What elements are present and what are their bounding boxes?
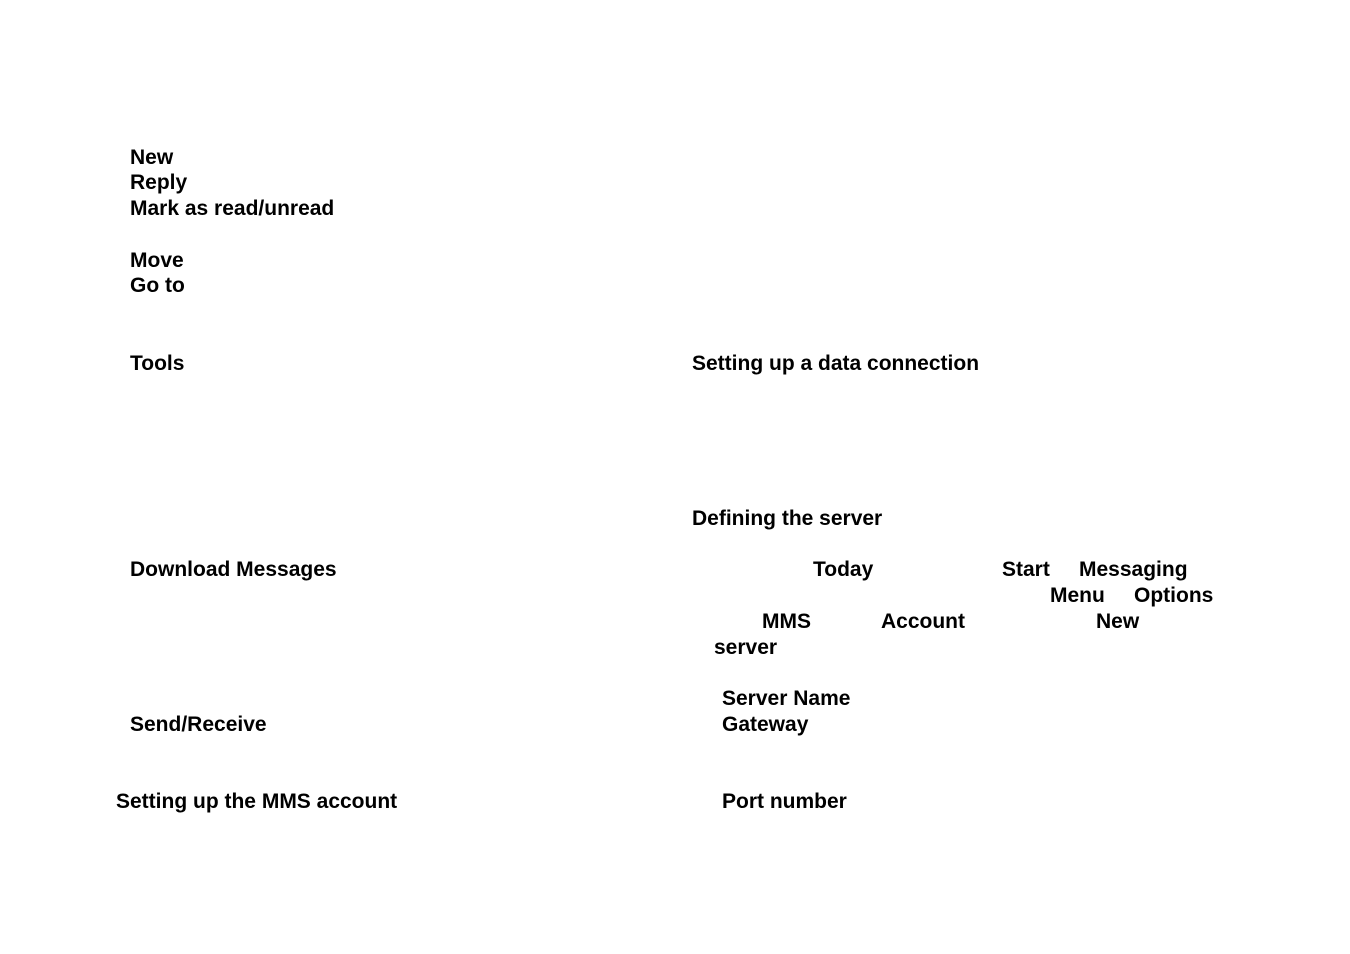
send-receive-label: Send/Receive [130, 713, 267, 736]
path-account: Account [881, 610, 965, 633]
path-today: Today [813, 558, 874, 581]
field-server-name: Server Name [722, 687, 851, 710]
menu-item-new: New [130, 146, 174, 169]
menu-item-reply: Reply [130, 171, 188, 194]
defining-server-heading: Defining the server [692, 507, 883, 530]
path-options: Options [1134, 584, 1214, 607]
menu-item-move: Move [130, 249, 184, 272]
path-start: Start [1002, 558, 1050, 581]
field-port-number: Port number [722, 790, 847, 813]
tools-heading: Tools [130, 352, 185, 375]
menu-item-mark-read: Mark as read/unread [130, 197, 335, 220]
mms-account-heading: Setting up the MMS account [116, 790, 398, 813]
path-menu: Menu [1050, 584, 1105, 607]
download-messages-label: Download Messages [130, 558, 337, 581]
field-gateway: Gateway [722, 713, 809, 736]
menu-item-go-to: Go to [130, 274, 185, 297]
path-mms: MMS [762, 610, 811, 633]
data-connection-heading: Setting up a data connection [692, 352, 980, 375]
path-messaging: Messaging [1079, 558, 1188, 581]
path-new: New [1096, 610, 1140, 633]
path-server: server [714, 636, 778, 659]
